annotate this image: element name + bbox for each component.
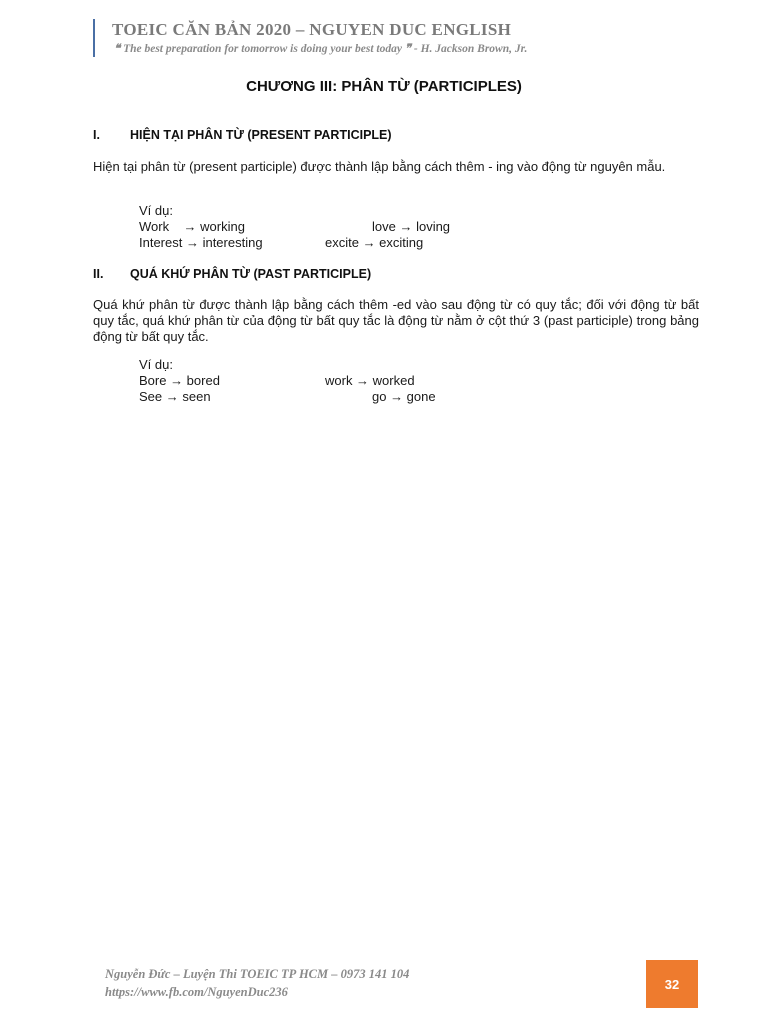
page-number: 32 (664, 976, 680, 992)
page-number-badge (646, 960, 698, 1008)
example-item: Work → working (139, 219, 245, 234)
section-paragraph: Quá khứ phân từ được thành lập bằng cách thêm -ed vào sau động từ có quy tắc; đối với động từ bất quy tắc, quá khứ phân từ của động từ bất quy tắc là động từ nằm ở cột thứ 3 (past participle) trong bảng động từ bất quy tắc. (93, 297, 699, 344)
example-item: love → loving (372, 219, 451, 234)
example-item: go → gone (372, 389, 436, 404)
section-paragraph: Hiện tại phân từ (present participle) được thành lập bằng cách thêm - ing vào động từ nguyên mẫu. (93, 159, 666, 174)
example-item: Interest → interesting (139, 235, 263, 250)
example-item: Bore → bored (139, 373, 220, 388)
section-title: HIỆN TẠI PHÂN TỪ (PRESENT PARTICIPLE) (130, 128, 392, 142)
header-title: TOEIC CĂN BẢN 2020 – NGUYEN DUC ENGLISH (112, 20, 512, 39)
example-label: Ví dụ: (139, 203, 173, 218)
example-item: See → seen (139, 389, 211, 404)
section-number: II. (93, 267, 104, 281)
chapter-title: CHƯƠNG III: PHÂN TỪ (PARTICIPLES) (246, 78, 522, 95)
section-heading-past-participle (93, 267, 371, 281)
example-label: Ví dụ: (139, 357, 173, 372)
header-quote: ❝ The best preparation for tomorrow is doing your best today ❞ - H. Jackson Brown, Jr. (114, 43, 528, 55)
section-heading-present-participle (93, 128, 392, 142)
section-title: QUÁ KHỨ PHÂN TỪ (PAST PARTICIPLE) (130, 267, 372, 281)
footer-link[interactable]: https://www.fb.com/NguyenDuc236 (105, 985, 288, 999)
example-item: work → worked (325, 373, 415, 388)
footer-credit: Nguyễn Đức – Luyện Thi TOEIC TP HCM – 0973 141 104 (105, 967, 410, 981)
header-rule (93, 19, 95, 57)
section-number: I. (93, 128, 100, 142)
example-item: excite → exciting (325, 235, 424, 250)
